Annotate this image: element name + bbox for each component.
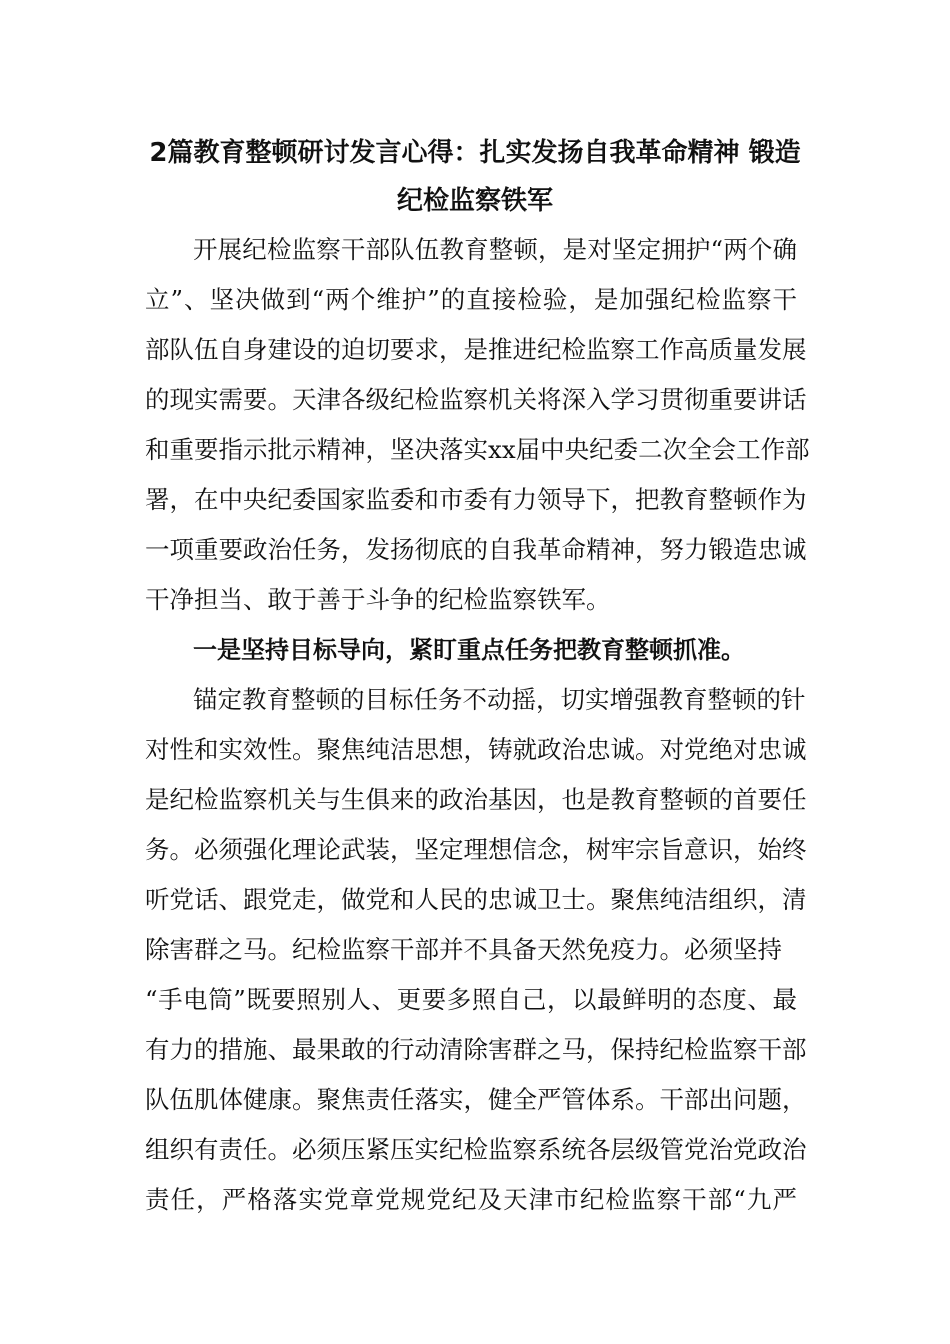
paragraph-2-line: 对性和实效性。聚焦纯洁思想，铸就政治忠诚。对党绝对忠诚 xyxy=(145,735,807,764)
paragraph-1-line: 和重要指示批示精神，坚决落实xx届中央纪委二次全会工作部 xyxy=(145,435,810,464)
paragraph-2-line: 队伍肌体健康。聚焦责任落实，健全严管体系。干部出问题， xyxy=(145,1085,807,1114)
paragraph-2-line: 听党话、跟党走，做党和人民的忠诚卫士。聚焦纯洁组织，清 xyxy=(145,885,807,914)
paragraph-2-line: “手电筒”既要照别人、更要多照自己，以最鲜明的态度、最 xyxy=(145,985,797,1014)
paragraph-1-line: 部队伍自身建设的迫切要求，是推进纪检监察工作高质量发展 xyxy=(145,335,807,364)
paragraph-2-line: 有力的措施、最果敢的行动清除害群之马，保持纪检监察干部 xyxy=(145,1035,807,1064)
paragraph-1-line: 的现实需要。天津各级纪检监察机关将深入学习贯彻重要讲话 xyxy=(145,385,807,414)
paragraph-1-line: 署，在中央纪委国家监委和市委有力领导下，把教育整顿作为 xyxy=(145,485,807,514)
document-title-line-1: 2篇教育整顿研讨发言心得：扎实发扬自我革命精神 锻造 xyxy=(149,138,801,168)
paragraph-2-line: 锚定教育整顿的目标任务不动摇，切实增强教育整顿的针 xyxy=(193,685,806,714)
document-title-line-2: 纪检监察铁军 xyxy=(396,186,553,216)
paragraph-2-line: 责任，严格落实党章党规党纪及天津市纪检监察干部“九严 xyxy=(145,1185,797,1214)
paragraph-1-line: 一项重要政治任务，发扬彻底的自我革命精神，努力锻造忠诚 xyxy=(145,535,807,564)
paragraph-1-line: 开展纪检监察干部队伍教育整顿，是对坚定拥护“两个确 xyxy=(193,235,797,264)
paragraph-2-line: 是纪检监察机关与生俱来的政治基因，也是教育整顿的首要任 xyxy=(145,785,807,814)
paragraph-1-line: 立”、坚决做到“两个维护”的直接检验，是加强纪检监察干 xyxy=(145,285,797,314)
paragraph-2-line: 组织有责任。必须压紧压实纪检监察系统各层级管党治党政治 xyxy=(145,1135,807,1164)
paragraph-1-line: 干净担当、敢于善于斗争的纪检监察铁军。 xyxy=(145,585,611,614)
paragraph-2-line: 除害群之马。纪检监察干部并不具备天然免疫力。必须坚持 xyxy=(145,935,782,964)
section-heading-1: 一是坚持目标导向，紧盯重点任务把教育整顿抓准。 xyxy=(193,636,745,664)
paragraph-2-line: 务。必须强化理论武装，坚定理想信念，树牢宗旨意识，始终 xyxy=(145,835,807,864)
